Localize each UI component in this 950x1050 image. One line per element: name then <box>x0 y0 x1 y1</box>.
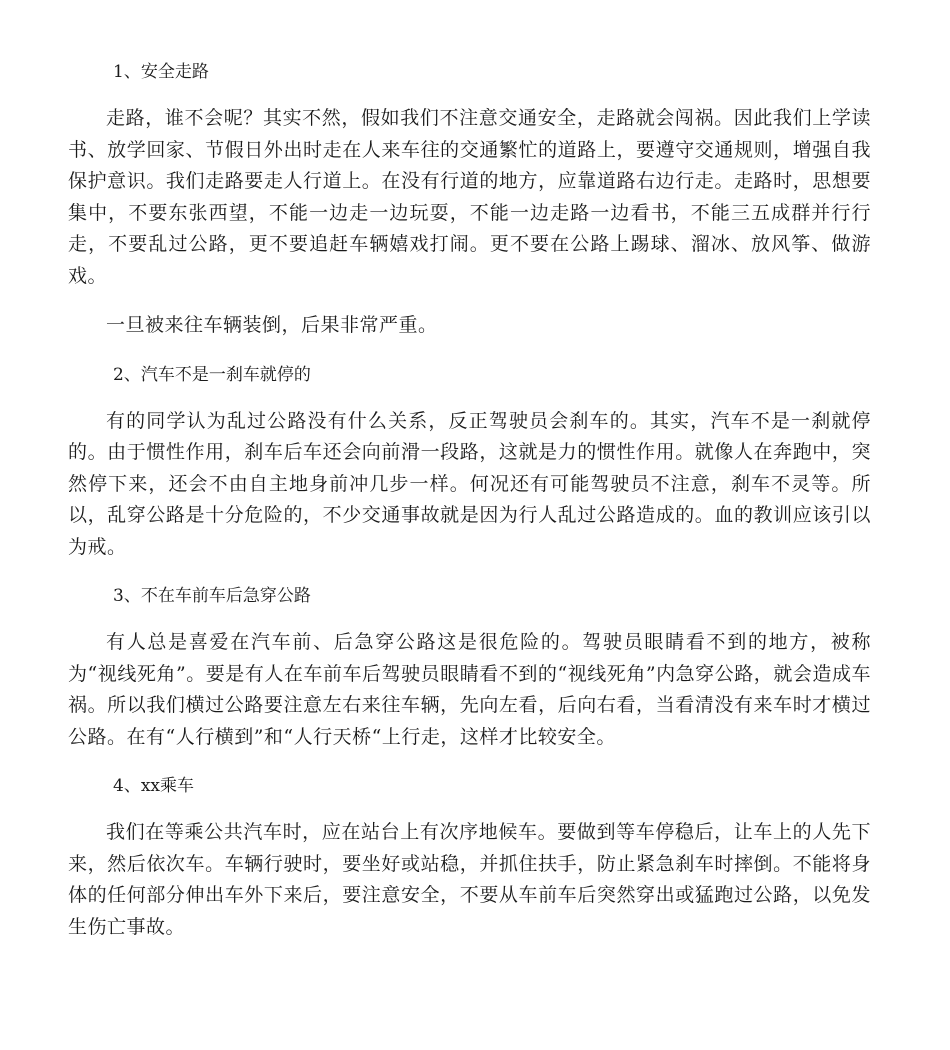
section-crossing <box>68 581 871 753</box>
paragraph: 走路，谁不会呢？其实不然，假如我们不注意交通安全，走路就会闯祸。因此我们上学读书、放学回家、节假日外出时走在人来车往的交通繁忙的道路上，要遵守交通规则，增强自我保护意识。我们走路要走人行道上。在没有行道的地方，应靠道路右边行走。走路时，思想要集中，不要东张西望，不能一边走一边玩耍，不能一边走路一边看书，不能三五成群并行行走，不要乱过公路，更不要追赶车辆嬉戏打闹。更不要在公路上踢球、溜冰、放风筝、做游戏。 <box>68 107 871 287</box>
section-heading: 1、安全走路 <box>113 62 209 82</box>
section-riding <box>68 771 871 943</box>
section-heading: 3、不在车前车后急穿公路 <box>113 586 311 606</box>
section-braking <box>68 360 871 564</box>
section-heading: 2、汽车不是一刹车就停的 <box>113 364 311 385</box>
paragraph: 我们在等乘公共汽车时，应在站台上有次序地候车。要做到等车停稳后，让车上的人先下来，然后依次车。车辆行驶时，要坐好或站稳，并抓住扶手，防止紧急刹车时摔倒。不能将身体的任何部分伸出车外下来后，要注意安全，不要从车前车后突然穿出或猛跑过公路，以免发生伤亡事故。 <box>68 821 871 938</box>
paragraph: 有人总是喜爱在汽车前、后急穿公路这是很危险的。驾驶员眼睛看不到的地方，被称为“视线死角”。要是有人在车前车后驾驶员眼睛看不到的“视线死角”内急穿公路，就会造成车祸。所以我们横过公路要注意左右来往车辆，先向左看，后向右看，当看清没有来车时才横过公路。在有“人行横到”和“人行天桥“上行走，这样才比较安全。 <box>68 631 871 748</box>
paragraph: 有的同学认为乱过公路没有什么关系，反正驾驶员会刹车的。其实，汽车不是一刹就停的。由于惯性作用，刹车后车还会向前滑一段路，这就是力的惯性作用。就像人在奔跑中，突然停下来，还会不由自主地身前冲几步一样。何况还有可能驾驶员不注意，刹车不灵等。所以，乱穿公路是十分危险的，不少交通事故就是因为行人乱过公路造成的。血的教训应该引以为戒。 <box>68 409 871 558</box>
section-heading: 4、xx乘车 <box>113 776 194 796</box>
section-safe-walking <box>68 57 871 342</box>
paragraph: 一旦被来往车辆装倒，后果非常严重。 <box>106 314 438 336</box>
